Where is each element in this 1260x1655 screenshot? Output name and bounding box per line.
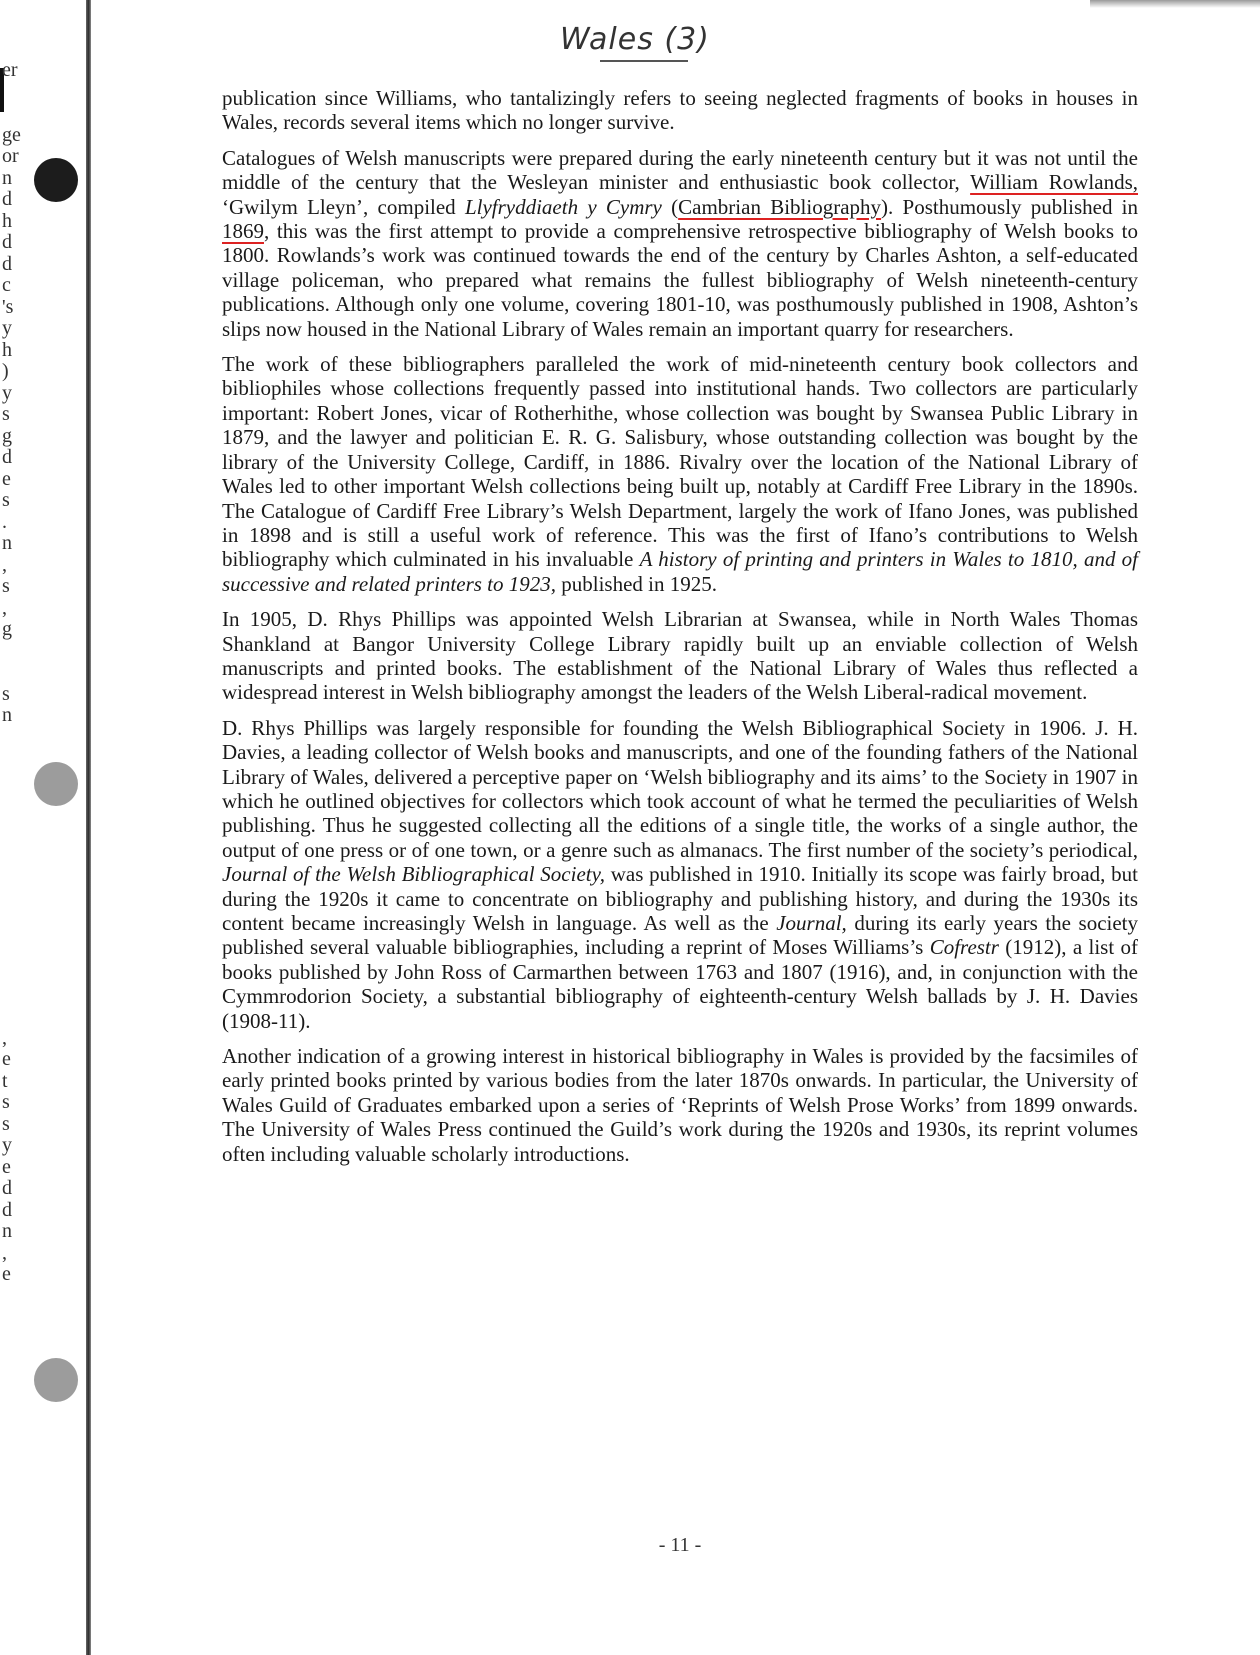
bleed-glyph: , — [2, 553, 7, 576]
bleed-glyph — [0, 82, 22, 104]
bleed-glyph: e — [2, 1155, 11, 1178]
bleed-glyph: h — [2, 209, 12, 232]
bleed-glyph: 's — [2, 295, 14, 318]
adjacent-page-bleed-text — [0, 60, 22, 1360]
bleed-glyph: y — [2, 317, 12, 339]
paragraph-2-text: ( — [671, 194, 679, 219]
bleed-glyph: n — [2, 1220, 12, 1242]
paragraph-2 — [222, 146, 1138, 341]
bleed-glyph — [0, 791, 22, 813]
underlined-name: William Rowlands, — [970, 170, 1138, 195]
body-text — [222, 86, 1138, 1177]
bleed-glyph — [0, 748, 22, 770]
bleed-glyph: s — [2, 489, 10, 511]
paragraph-3 — [222, 352, 1138, 596]
paragraph-2-text: Catalogues of Welsh manuscripts were prepared during the early nineteenth century but it was not until the middle of the century that the Wesleyan minister and enthusiastic book collector, — [222, 145, 1138, 195]
bleed-glyph — [0, 899, 22, 921]
bleed-glyph: y — [2, 1134, 12, 1156]
underlined-year: 1869 — [222, 219, 264, 244]
binding-edge — [86, 0, 91, 1655]
bleed-glyph — [0, 877, 22, 899]
bleed-glyph: ge — [2, 123, 21, 146]
heading-underline — [600, 60, 688, 62]
bleed-glyph — [0, 856, 22, 878]
bleed-glyph: n — [2, 704, 12, 726]
punch-hole — [34, 158, 78, 202]
bleed-glyph: t — [2, 1069, 8, 1092]
bleed-glyph: y — [2, 381, 12, 404]
bleed-glyph: s — [2, 403, 10, 425]
bleed-glyph: d — [2, 188, 12, 210]
paragraph-3-text: published in 1925. — [561, 571, 718, 596]
bleed-glyph: n — [2, 532, 12, 554]
bleed-glyph — [0, 963, 22, 985]
bleed-glyph — [0, 985, 22, 1007]
paragraph-2-text: ‘Gwilym Lleyn’, compiled — [222, 194, 456, 219]
paragraph-2-text: ). Posthumously published in — [881, 194, 1139, 219]
bleed-glyph — [0, 727, 22, 749]
punch-hole — [34, 762, 78, 806]
bleed-glyph: s — [2, 682, 10, 705]
paragraph-6: Another indication of a growing interest in historical bibliography in Wales is provided by the facsimiles of early printed books printed by various bodies from the later 1870s onwards. In particular, the University of Wales Guild of Graduates embarked upon a series of ‘Reprints of Welsh Prose Works’ from 1899 onwards. The University of Wales Press continued the Guild’s work during the 1920s and 1930s, its reprint volumes often including valuable scholarly introductions. — [222, 1044, 1138, 1166]
bleed-glyph: e — [2, 1263, 11, 1285]
bleed-glyph — [0, 770, 22, 792]
bleed-glyph: h — [2, 338, 12, 361]
scan-shadow — [1090, 0, 1260, 8]
bleed-glyph: s — [2, 1112, 10, 1135]
bleed-glyph — [0, 1006, 22, 1028]
journal-title: Journal, — [776, 911, 847, 935]
underlined-title: Cambrian Bibliography — [678, 194, 882, 219]
paragraph-4: In 1905, D. Rhys Phillips was appointed Welsh Librarian at Swansea, while in North Wales Thomas Shankland at Bangor University College Library rapidly built up an enviable collection of Welsh manuscripts and printed books. The establishment of the National Library of Wales thus reflected a widespread interest in Welsh bibliography amongst the leaders of the Welsh Liberal-radical movement. — [222, 607, 1138, 705]
book-title: Cofrestr — [929, 935, 999, 960]
bleed-glyph: d — [2, 1198, 12, 1221]
bleed-glyph: g — [2, 424, 12, 447]
bleed-glyph: , — [2, 1241, 7, 1264]
bleed-glyph: e — [2, 1048, 11, 1070]
bleed-glyph — [0, 920, 22, 942]
paragraph-5 — [222, 716, 1138, 1033]
bleed-glyph: . — [2, 510, 7, 533]
bleed-glyph — [0, 813, 22, 835]
paragraph-5-text: during its early years the society published several valuable bibliographies, including a reprint of Moses Williams’s — [222, 911, 1139, 960]
bleed-glyph: d — [2, 1177, 12, 1199]
bleed-glyph: , — [2, 1026, 7, 1049]
paragraph-1: publication since Williams, who tantalizingly refers to seeing neglected fragments of books in houses in Wales, records several items which no longer survive. — [222, 86, 1138, 135]
paragraph-5-text: (1912), a list of books published by John Ross of Carmarthen between 1763 and 1807 (1916), and, in conjunction with the Cymmrodorion Society, a substantial bibliography of eighteenth-century Welsh ballads by J. H. Davies (1908-11). — [222, 935, 1139, 1033]
bleed-glyph — [0, 103, 22, 125]
bleed-glyph: d — [2, 446, 12, 468]
book-title: A history of printing and printers in Wales to 1810, and of successive and related printers to 1923, — [222, 547, 1139, 596]
bleed-glyph: s — [2, 1091, 10, 1113]
page-number: - 11 - — [658, 1534, 702, 1556]
bleed-glyph: , — [2, 596, 7, 619]
bleed-glyph: g — [2, 618, 12, 640]
bleed-glyph: e — [2, 467, 11, 490]
paragraph-5-text: D. Rhys Phillips was largely responsible for founding the Welsh Bibliographical Society in 1906. J. H. Davies, a leading collector of Welsh books and manuscripts, and one of the founding fathers of the National Library of Wales, delivered a perceptive paper on ‘Welsh bibliography and its aims’ to the Society in 1907 in which he outlined objectives for collectors which took account of what he termed the peculiarities of Welsh publishing. Thus he suggested collecting all the editions of a single title, the works of a single author, the output of one press or of one town, or a genre such as almanacs. The first number of the society’s periodical, — [222, 715, 1138, 862]
bleed-glyph — [0, 641, 22, 663]
bleed-glyph: d — [2, 252, 12, 275]
bleed-glyph: s — [2, 575, 10, 597]
paragraph-2-text: , this was the first attempt to provide a comprehensive retrospective bibliography of Welsh books to 1800. Rowlands’s work was continued towards the end of the century by Charles Ashton, a self-educated village policeman, who prepared what remains the fullest bibliography of Welsh nineteenth-century publications. Although only one volume, covering 1801-10, was posthumously published in 1908, Ashton’s slips now housed in the National Library of Wales remain an important quarry for researchers. — [222, 219, 1138, 341]
bleed-glyph: n — [2, 166, 12, 189]
bleed-glyph: c — [2, 274, 11, 296]
bleed-glyph: ) — [2, 360, 9, 382]
paragraph-3-text: The work of these bibliographers paralleled the work of mid-nineteenth century book collectors and bibliophiles whose collections frequently passed into institutional hands. Two collectors are particularly important: Robert Jones, vicar of Rotherhithe, whose collection was bought by Swansea Public Library in 1879, and the lawyer and politician E. R. G. Salisbury, whose outstanding collection was bought by the library of the University College, Cardiff, in 1886. Rivalry over the location of the National Library of Wales led to other important Welsh collections being built up, notably at Cardiff Free Library in the 1890s. The Catalogue of Cardiff Free Library’s Welsh Department, largely the work of Ifano Jones, was published in 1898 and is still a useful work of reference. This was the first of Ifano’s contributions to Welsh bibliography which culminated in his invaluable — [222, 352, 1138, 572]
journal-title: Journal of the Welsh Bibliographical Society, — [222, 862, 606, 887]
bleed-glyph: er — [2, 60, 18, 81]
bleed-glyph — [0, 942, 22, 964]
bleed-glyph — [0, 834, 22, 856]
punch-hole — [34, 1358, 78, 1402]
book-title: Llyfryddiaeth y Cymry — [464, 194, 662, 219]
bleed-glyph: or — [2, 145, 19, 167]
bleed-glyph — [0, 662, 22, 684]
page-heading: Wales (3) — [560, 22, 710, 57]
paragraph-5-text: was published in 1910. Initially its scope was fairly broad, but during the 1920s it came to concentrate on bibliography and publishing history, and during the 1930s its content became increasingly Welsh in language. As well as the — [222, 862, 1138, 935]
bleed-glyph: d — [2, 231, 12, 253]
